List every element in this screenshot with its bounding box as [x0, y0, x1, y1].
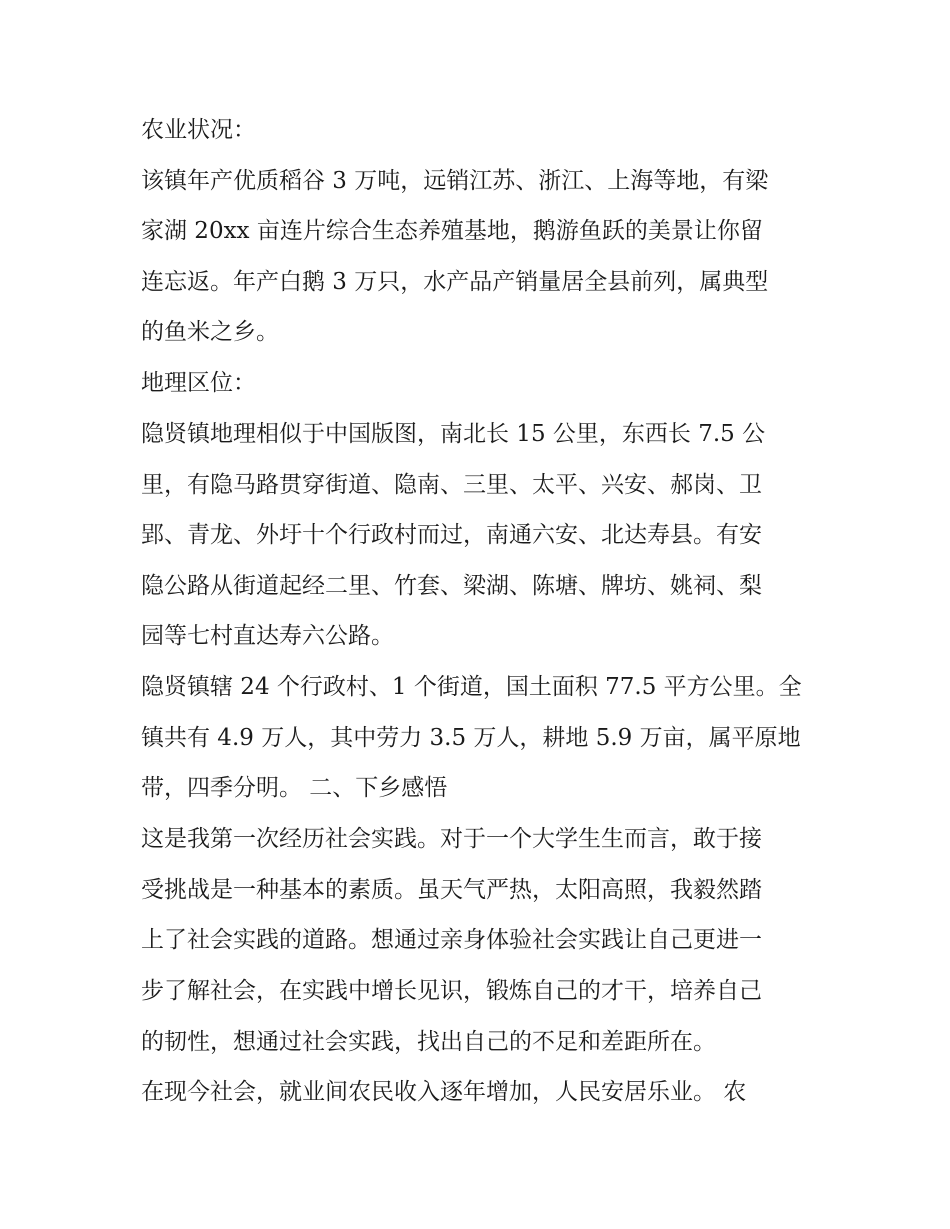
text-line: 隐贤镇辖 24 个行政村、1 个街道，国土面积 77.5 平方公里。全 — [141, 674, 802, 700]
heading-agriculture: 农业状况： — [141, 117, 256, 143]
text-line: 受挑战是一种基本的素质。虽天气严热，太阳高照，我毅然踏 — [141, 877, 762, 903]
text-line: 园等七村直达寿六公路。 — [141, 623, 394, 649]
text-line: 家湖 20xx 亩连片综合生态养殖基地，鹅游鱼跃的美景让你留 — [141, 218, 763, 244]
text-line: 隐公路从街道起经二里、竹套、梁湖、陈塘、牌坊、姚祠、梨 — [141, 573, 762, 599]
text-line: 带，四季分明。 二、下乡感悟 — [141, 775, 448, 801]
text-line: 在现今社会，就业间农民收入逐年增加，人民安居乐业。 农 — [141, 1079, 747, 1105]
text-line: 上了社会实践的道路。想通过亲身体验社会实践让自己更进一 — [141, 927, 762, 953]
text-line: 镇共有 4.9 万人，其中劳力 3.5 万人，耕地 5.9 万亩，属平原地 — [141, 725, 801, 751]
text-line: 郢、青龙、外圩十个行政村而过，南通六安、北达寿县。有安 — [141, 522, 762, 548]
text-line: 这是我第一次经历社会实践。对于一个大学生生而言，敢于接 — [141, 826, 762, 852]
text-line: 步了解社会，在实践中增长见识，锻炼自己的才干，培养自己 — [141, 978, 762, 1004]
heading-geography: 地理区位： — [141, 370, 256, 396]
text-line: 该镇年产优质稻谷 3 万吨，远销江苏、浙江、上海等地，有梁 — [141, 168, 769, 194]
text-line: 连忘返。年产白鹅 3 万只，水产品产销量居全县前列，属典型 — [141, 269, 769, 295]
text-line: 隐贤镇地理相似于中国版图，南北长 15 公里，东西长 7.5 公 — [141, 421, 766, 447]
text-line: 的韧性，想通过社会实践，找出自己的不足和差距所在。 — [141, 1029, 716, 1055]
text-line: 的鱼米之乡。 — [141, 319, 279, 345]
text-line: 里，有隐马路贯穿街道、隐南、三里、太平、兴安、郝岗、卫 — [141, 472, 762, 498]
